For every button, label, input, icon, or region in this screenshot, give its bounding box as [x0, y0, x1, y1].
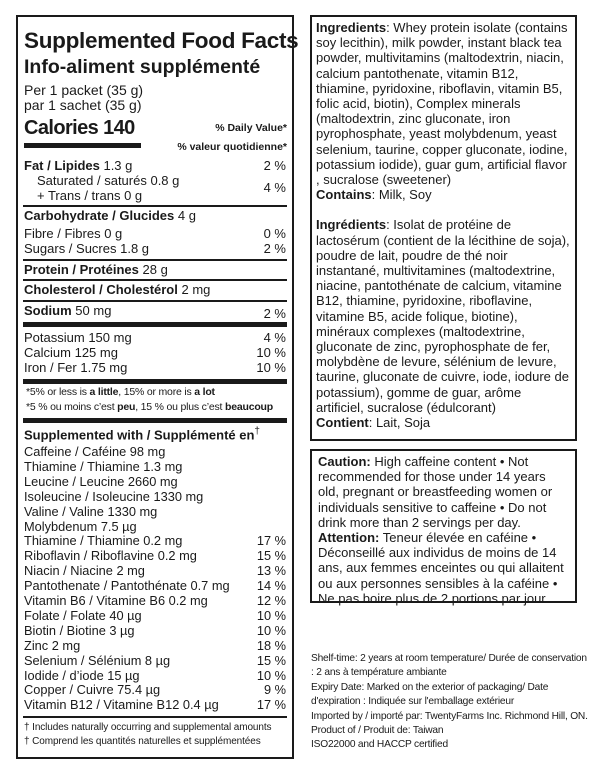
supplement-row — [24, 533, 286, 548]
supplement-pct: 10 % — [256, 667, 286, 683]
cholesterol-amount: 2 mg — [181, 282, 211, 297]
supplement-name: Folate / Folate 40 µg — [24, 607, 142, 623]
nutrient-row-potassium — [24, 330, 286, 345]
calcium-amount: 125 mg — [74, 345, 118, 360]
supplement-row — [24, 489, 286, 504]
note-text: *5% or less is — [26, 386, 90, 398]
supplement-pct: 18 % — [256, 637, 286, 653]
supplement-row — [24, 519, 286, 534]
nutrient-row-trans — [24, 188, 286, 203]
protein-amount: 28 g — [142, 262, 168, 277]
supplement-pct: 15 % — [256, 652, 286, 668]
calcium-pct: 10 % — [256, 345, 286, 360]
expiry-date: Expiry Date: Marked on the exterior of packaging/ Date d'expiration : Indiquée sur l'emballage extérieur — [311, 681, 549, 708]
supplement-name: Valine / Valine 1330 mg — [24, 503, 158, 519]
supplement-pct: 12 % — [256, 593, 286, 608]
nutrient-row-saturated — [24, 173, 286, 188]
product-info — [311, 652, 591, 753]
attention-label: Attention: — [318, 530, 380, 546]
iron-pct: 10 % — [256, 360, 286, 375]
calories — [24, 117, 135, 140]
ingredients-en — [316, 20, 571, 202]
daily-value-header-fr: % valeur quotidienne* — [177, 141, 287, 153]
caution-fr — [318, 530, 569, 606]
fibre-label: Fibre / Fibres — [24, 226, 101, 241]
contient-label: Contient — [316, 415, 369, 431]
supplement-name: Iodide / d’iode 15 µg — [24, 667, 140, 683]
supplemented-food-facts-panel — [16, 15, 299, 759]
supplement-row — [24, 563, 286, 578]
sat-trans-pct: 4 % — [263, 180, 286, 195]
supplement-row — [24, 548, 286, 563]
daily-value-note-fr — [26, 401, 273, 413]
protein-label: Protein / Protéines — [24, 262, 139, 277]
supplemented-header-text: Supplemented with / Supplémenté en — [24, 427, 255, 443]
footnote-fr: † Comprend les quantités naturelles et supplémentées — [24, 736, 261, 747]
divider — [23, 259, 287, 261]
supplement-name: Copper / Cuivre 75.4 µg — [24, 682, 161, 698]
note-bold: beaucoup — [225, 401, 273, 413]
sodium-pct: 2 % — [263, 306, 286, 321]
caution-en — [318, 454, 569, 530]
trans-label: + Trans / trans — [37, 188, 121, 203]
supplement-pct: 13 % — [256, 563, 286, 579]
potassium-pct: 4 % — [263, 330, 286, 345]
nutrient-row-sugars — [24, 241, 286, 256]
ingredients-fr-label: Ingrédients — [316, 217, 387, 233]
contains-text: : Milk, Soy — [371, 187, 432, 203]
supplement-name: Leucine / Leucine 2660 mg — [24, 473, 178, 489]
supplement-name: Vitamin B12 / Vitamine B12 0.4 µg — [24, 697, 219, 713]
ingredients-fr — [316, 217, 571, 430]
caution-label: Caution: — [318, 454, 371, 469]
supplement-pct: 15 % — [256, 548, 286, 564]
potassium-amount: 150 mg — [88, 330, 132, 345]
supplement-name: Niacin / Niacine 2 mg — [24, 563, 145, 579]
saturated-amount: 0.8 g — [150, 173, 180, 188]
facts-title-fr: Info-aliment supplémenté — [24, 56, 261, 78]
carbohydrate-amount: 4 g — [177, 208, 196, 223]
ingredients-label: Ingredients — [316, 20, 387, 35]
supplement-name: Vitamin B6 / Vitamine B6 0.2 mg — [24, 593, 208, 608]
supplement-name: Caffeine / Caféine 98 mg — [24, 444, 166, 459]
supplement-pct: 17 % — [256, 533, 286, 549]
supplement-row — [24, 504, 286, 519]
supplement-row — [24, 474, 286, 489]
contient-text: : Lait, Soja — [368, 415, 431, 431]
note-bold: a lot — [194, 386, 215, 398]
thick-divider — [23, 379, 287, 384]
iron-label: Iron / Fer — [24, 360, 77, 375]
daily-value-note-en — [26, 386, 215, 398]
supplement-row — [24, 623, 286, 638]
supplement-row — [24, 638, 286, 653]
supplement-name: Thiamine / Thiamine 1.3 mg — [24, 458, 183, 474]
supplement-row — [24, 578, 286, 593]
nutrient-row-iron — [24, 360, 286, 375]
facts-title-en: Supplemented Food Facts — [24, 28, 299, 53]
certification: ISO22000 and HACCP certified — [311, 739, 448, 751]
trans-amount: 0 g — [124, 188, 143, 203]
supplement-name: Molybdenum 7.5 µg — [24, 518, 137, 534]
supplement-row — [24, 459, 286, 474]
dagger-mark: † — [254, 426, 260, 437]
divider — [23, 205, 287, 207]
supplement-row — [24, 593, 286, 608]
serving-size-en: Per 1 packet (35 g) — [24, 82, 144, 98]
ingredients-box — [310, 15, 577, 441]
note-bold: peu — [117, 401, 136, 413]
supplement-row — [24, 608, 286, 623]
supplement-pct: 14 % — [256, 578, 286, 594]
cholesterol-label: Cholesterol / Cholestérol — [24, 282, 178, 297]
nutrient-row-calcium — [24, 345, 286, 360]
supplemented-with-header — [24, 426, 260, 442]
fibre-amount: 0 g — [104, 226, 123, 241]
ingredients-fr-text: : Isolat de protéine de lactosérum (contient de la lécithine de soja), poudre de lait, poudre de thé noir instantané, multivitamines (maltodextrine, niacine, pantothénate de calcium, vitamine B12, thiamine, pyridoxine, riboflavine, vitamine B5, acide folique, biotine), minéraux complexes (maltodextrine, gluconate de zinc, pyrophosphate de fer, molybdène de levure, sélénium de levure, taurine, gluconate de cuivre, iode, iodure de potassium), gomme de guar, arôme artificiel, sucralose (édulcorant) — [316, 217, 570, 415]
serving-size-fr: par 1 sachet (35 g) — [24, 97, 142, 113]
supplement-row — [24, 653, 286, 668]
carbohydrate-label: Carbohydrate / Glucides — [24, 208, 175, 223]
supplement-name: Thiamine / Thiamine 0.2 mg — [24, 533, 183, 549]
supplement-name: Isoleucine / Isoleucine 1330 mg — [24, 488, 204, 504]
calories-label: Calories — [24, 117, 99, 139]
calories-value: 140 — [103, 117, 135, 139]
sodium-amount: 50 mg — [75, 303, 112, 318]
contains-label: Contains — [316, 187, 372, 203]
sugars-label: Sugars / Sucres — [24, 241, 117, 256]
potassium-label: Potassium — [24, 330, 85, 345]
caution-text: High caffeine content • Not recommended for those under 14 years old, pregnant or breastfeeding women or individuals sensitive to caffeine • Do not drink more than 2 servings per day. — [318, 454, 553, 530]
nutrient-row-fibre — [24, 226, 286, 241]
fat-label: Fat / Lipides — [24, 158, 100, 173]
supplement-row — [24, 444, 286, 459]
footnote-en: † Includes naturally occurring and supplemental amounts — [24, 722, 272, 733]
note-text: , 15% or more is — [118, 386, 195, 398]
sodium-label: Sodium — [24, 303, 72, 318]
nutrient-row-sodium — [24, 303, 286, 321]
thick-divider — [23, 322, 287, 327]
thick-divider — [23, 418, 287, 423]
calcium-label: Calcium — [24, 345, 71, 360]
supplement-name: Zinc 2 mg — [24, 637, 81, 653]
ingredients-text: : Whey protein isolate (contains soy lecithin), milk powder, instant black tea powder, multivitamins (maltodextrin, niacin, calcium pantothenate, vitamin B12, thiamine, pyridoxine, riboflavin, vitamin B5, folic acid, biotin), Complex minerals (maltodextrin, zinc gluconate, iron pyrophosphate, yeast molybdenum, yeast selenium, taurine, copper gluconate, iodine, potassium iodide), guar gum, artificial flavor , sucralose (sweetener) — [316, 20, 568, 188]
fat-pct: 2 % — [263, 158, 286, 173]
supplement-pct: 10 % — [256, 622, 286, 638]
fat-amount: 1.3 g — [103, 158, 133, 173]
supplement-row — [24, 682, 286, 697]
note-text: *5 % ou moins c’est — [26, 401, 118, 413]
supplement-row — [24, 697, 286, 712]
supplement-name: Selenium / Sélénium 8 µg — [24, 652, 171, 668]
note-text: , 15 % ou plus c’est — [135, 401, 225, 413]
calories-divider — [24, 143, 141, 148]
sugars-amount: 1.8 g — [120, 241, 150, 256]
divider — [23, 279, 287, 281]
nutrient-row-fat — [24, 158, 286, 173]
nutrient-row-protein — [24, 262, 286, 277]
supplement-pct: 9 % — [263, 682, 286, 698]
shelf-life: Shelf-time: 2 years at room temperature/ Durée de conservation : 2 ans à température ambiante — [311, 653, 587, 679]
attention-text: Teneur élevée en caféine • Déconseillé aux individus de moins de 14 ans, aux femmes enceintes ou qui allaitent ou aux personnes sensibles à la caféine • Ne pas boire plus de 2 portions par jour. — [318, 530, 564, 606]
daily-value-header-en: % Daily Value* — [215, 122, 287, 134]
importer: Imported by / importé par: TwentyFarms Inc. Richmond Hill, ON. — [311, 710, 588, 722]
supplement-name: Biotin / Biotine 3 µg — [24, 622, 135, 638]
supplement-name: Riboflavin / Riboflavine 0.2 mg — [24, 548, 197, 564]
note-bold: a little — [89, 386, 119, 398]
iron-amount: 1.75 mg — [80, 360, 128, 375]
nutrient-row-cholesterol — [24, 282, 286, 297]
supplement-row — [24, 668, 286, 683]
saturated-label: Saturated / saturés — [37, 173, 147, 188]
supplement-pct: 10 % — [256, 607, 286, 623]
fibre-pct: 0 % — [263, 226, 286, 241]
divider — [23, 716, 287, 718]
nutrient-row-carbohydrate — [24, 208, 286, 223]
country-of-origin: Product of / Produit de: Taiwan — [311, 725, 444, 737]
supplement-pct: 17 % — [256, 697, 286, 713]
supplement-name: Pantothenate / Pantothénate 0.7 mg — [24, 578, 230, 594]
caution-box — [310, 449, 577, 606]
sugars-pct: 2 % — [263, 241, 286, 256]
divider — [23, 300, 287, 302]
